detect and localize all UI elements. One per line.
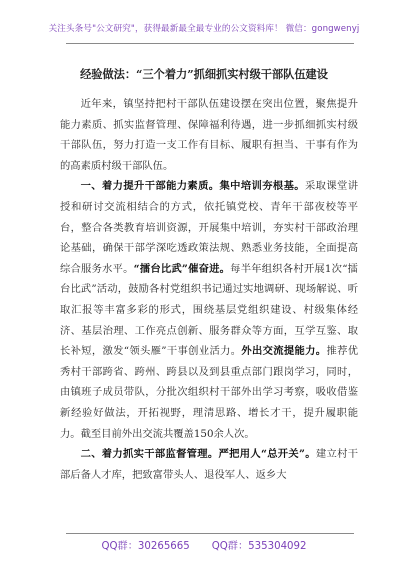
header-divider — [66, 43, 354, 44]
document-title: 经验做法：“三个着力”抓细抓实村级干部队伍建设 — [80, 67, 328, 81]
section-1-lead: 集中培训夯根基。 — [219, 180, 305, 193]
section-2-heading: 二、着力抓实干部监督管理。 — [80, 448, 219, 461]
footer-qq-group-1: QQ群：30265665 — [101, 541, 190, 552]
footer-qq-group-2: QQ群：535304092 — [211, 541, 307, 552]
section-2-paragraph — [60, 444, 358, 485]
footer-divider — [66, 533, 354, 534]
section-1-text-3: 推荐优秀村干部跨省、跨州、跨县以及到县重点部门跟岗学习，同时，由镇班子成员带队，分批次组织村干部外出学习考察，吸收借鉴新经验好做法，开拓视野，理清思路、增长才干，提升履职能力。截至目前外出交流共覆盖150余人次。 — [60, 345, 359, 440]
document-body — [60, 94, 358, 485]
section-2-text: 建立村干部后备人才库，把致富带头人、退役军人、返乡大 — [60, 448, 358, 481]
section-1-text-2: 每半年组织各村开展1次“擂台比武”活动，鼓励各村党组织书记通过实地调研、现场解说、听取汇报等丰富多彩的形式，围绕基层党组织建设、村级集体经济、基层治理、工作亮点创新、服务群众等方面，互学互鉴、取长补短，激发“领头雁”干事创业活力。 — [60, 262, 358, 358]
intro-paragraph: 近年来，镇坚持把村干部队伍建设摆在突出位置，聚焦提升能力素质、抓实监督管理、保障福利待遇，进一步抓细抓实村级干部队伍，努力打造一支工作有目标、履职有担当、干事有作为的高素质村级干部队伍。 — [60, 98, 358, 172]
section-1-lead-2: “擂台比武”催奋进。 — [133, 262, 231, 275]
header-banner: 关注头条号"公文研究"，获得最新最全最专业的公文资料库！ 微信：gongwenyj — [48, 24, 360, 34]
section-1-heading: 一、着力提升干部能力素质。 — [80, 180, 220, 193]
footer — [0, 537, 408, 552]
section-1-lead-3: 外出交流提能力。 — [241, 345, 327, 358]
section-2-lead: 严把用人“总开关”。 — [218, 448, 316, 461]
section-1-paragraph — [60, 176, 358, 444]
section-1-text: 采取课堂讲授和研讨交流相结合的方式，依托镇党校、青年干部夜校等平台，整合各类教育培训资源，开展集中培训，夯实村干部政治理论基础，确保干部学深吃透政策法规、熟悉业务技能，全面提高综合服务水平。 — [60, 180, 359, 275]
